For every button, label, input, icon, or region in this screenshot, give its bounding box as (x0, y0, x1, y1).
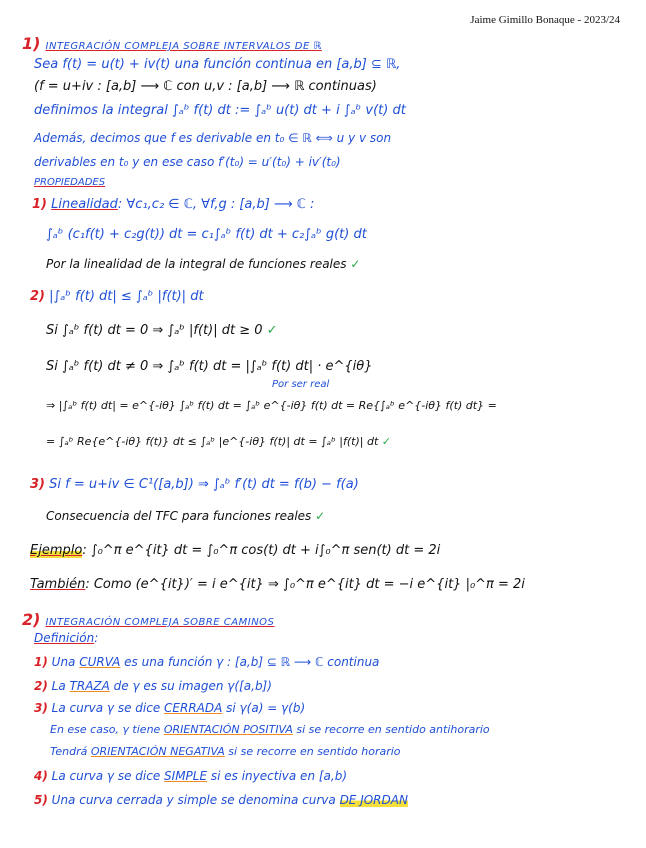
property-text: Si f = u+iv ∈ C¹([a,b]) ⇒ ∫ₐᵇ f′(t) dt = f(b) − f(a) (49, 477, 359, 492)
section-title: INTEGRACIÓN COMPLEJA SOBRE INTERVALOS DE ℝ (45, 41, 322, 52)
term-traza: TRAZA (69, 679, 110, 693)
check-icon: ✓ (315, 509, 326, 523)
text-line: derivables en t₀ y en ese caso f′(t₀) = u′(t₀) + iv′(t₀) (34, 155, 341, 169)
term-curva: CURVA (79, 655, 121, 669)
item-number: 1) (34, 655, 48, 669)
check-icon: ✓ (350, 257, 361, 271)
math-text: Si ∫ₐᵇ f(t) dt = 0 ⇒ ∫ₐᵇ |f(t)| dt ≥ 0 (46, 323, 263, 338)
section-title: INTEGRACIÓN COMPLEJA SOBRE CAMINOS (45, 617, 275, 628)
text-line: Sea f(t) = u(t) + iv(t) una función continua en [a,b] ⊆ ℝ, (34, 57, 401, 72)
annotation: Por ser real (272, 379, 330, 390)
item-text: de γ es su imagen γ([a,b]) (109, 679, 272, 693)
property-2 (30, 290, 204, 303)
math-line: Si ∫ₐᵇ f(t) dt ≠ 0 ⇒ ∫ₐᵇ f(t) dt = |∫ₐᵇ f(t) dt| · e^{iθ} (46, 359, 373, 374)
definition-item-3 (34, 702, 305, 714)
item-text: La curva γ se dice (51, 701, 165, 715)
property-title: |∫ₐᵇ f(t) dt| ≤ ∫ₐᵇ |f(t)| dt (49, 289, 204, 304)
item-text: Tendrá (50, 745, 91, 758)
item-number: 5) (34, 793, 48, 807)
definition-heading (34, 632, 98, 644)
section-number: 1) (22, 34, 41, 53)
item-number: 3) (34, 701, 48, 715)
definition-item-2 (34, 680, 272, 692)
header-author: Jaime Gimillo Bonaque - 2023/24 (470, 14, 620, 26)
item-text: si se recorre en sentido horario (224, 745, 401, 758)
section-number: 2) (22, 610, 41, 629)
term-cerrada: CERRADA (164, 701, 223, 715)
item-text: si es inyectiva en [a,b) (207, 769, 348, 783)
check-icon: ✓ (266, 323, 278, 338)
item-number: 4) (34, 769, 48, 783)
definition-item-3-line-2 (50, 724, 490, 735)
also-label: También (30, 577, 86, 592)
note-text: Por la linealidad de la integral de funciones reales (46, 257, 347, 271)
item-text: es una función γ : [a,b] ⊆ ℝ ⟶ ℂ continua (120, 655, 380, 669)
item-number: 2) (34, 679, 48, 693)
linearity-note (46, 258, 360, 270)
also-line (30, 578, 525, 591)
check-icon: ✓ (381, 435, 391, 448)
definition-item-1 (34, 656, 379, 668)
linearity-equation: ∫ₐᵇ (c₁f(t) + c₂g(t)) dt = c₁∫ₐᵇ f(t) dt + c₂∫ₐᵇ g(t) dt (46, 227, 367, 242)
property-3 (30, 478, 359, 491)
also-equation: : Como (e^{it})′ = i e^{it} ⇒ ∫₀^π e^{it} dt = −i e^{it} |₀^π = 2i (85, 577, 525, 592)
example-label: Ejemplo (30, 543, 83, 558)
item-text: La curva γ se dice (51, 769, 165, 783)
property-label: Linealidad (51, 197, 118, 212)
tfc-note (46, 510, 325, 522)
text-line: definimos la integral ∫ₐᵇ f(t) dt := ∫ₐᵇ u(t) dt + i ∫ₐᵇ v(t) dt (34, 103, 406, 118)
properties-title: PROPIEDADES (34, 177, 106, 188)
definition-colon: : (94, 631, 99, 645)
math-line (46, 324, 278, 337)
section-2-heading (22, 612, 274, 628)
item-text: Una (51, 655, 80, 669)
term-simple: SIMPLE (164, 769, 208, 783)
item-text: En ese caso, γ tiene (50, 723, 164, 736)
definition-item-3-line-3 (50, 746, 401, 757)
item-text: si γ(a) = γ(b) (222, 701, 306, 715)
example-line (30, 544, 440, 557)
term-orientacion-positiva: ORIENTACIÓN POSITIVA (163, 723, 293, 736)
text-line: (f = u+iv : [a,b] ⟶ ℂ con u,v : [a,b] ⟶ ℝ continuas) (34, 79, 377, 94)
property-number: 2) (30, 289, 45, 304)
math-line: ⇒ |∫ₐᵇ f(t) dt| = e^{-iθ} ∫ₐᵇ f(t) dt = ∫ₐᵇ e^{-iθ} f(t) dt = Re{∫ₐᵇ e^{-iθ} f(t) dt} = (46, 399, 497, 412)
item-text: si se recorre en sentido antihorario (292, 723, 490, 736)
item-text: La (51, 679, 70, 693)
property-text: : ∀c₁,c₂ ∈ ℂ, ∀f,g : [a,b] ⟶ ℂ : (117, 197, 315, 212)
term-jordan: DE JORDAN (339, 793, 408, 807)
math-text: = ∫ₐᵇ Re{e^{-iθ} f(t)} dt ≤ ∫ₐᵇ |e^{-iθ} f(t)| dt = ∫ₐᵇ |f(t)| dt (46, 435, 379, 448)
item-text: Una curva cerrada y simple se denomina curva (51, 793, 340, 807)
definition-label: Definición (34, 631, 95, 645)
term-orientacion-negativa: ORIENTACIÓN NEGATIVA (90, 745, 225, 758)
definition-item-5 (34, 794, 408, 806)
example-equation: : ∫₀^π e^{it} dt = ∫₀^π cos(t) dt + i∫₀^π sen(t) dt = 2i (82, 543, 441, 558)
definition-item-4 (34, 770, 347, 782)
property-1 (32, 198, 314, 211)
property-number: 1) (32, 197, 47, 212)
section-1-heading (22, 36, 322, 52)
math-line (46, 436, 391, 447)
note-text: Consecuencia del TFC para funciones reales (46, 509, 312, 523)
text-line: Además, decimos que f es derivable en t₀ ∈ ℝ ⟺ u y v son (34, 131, 392, 145)
property-number: 3) (30, 477, 45, 492)
